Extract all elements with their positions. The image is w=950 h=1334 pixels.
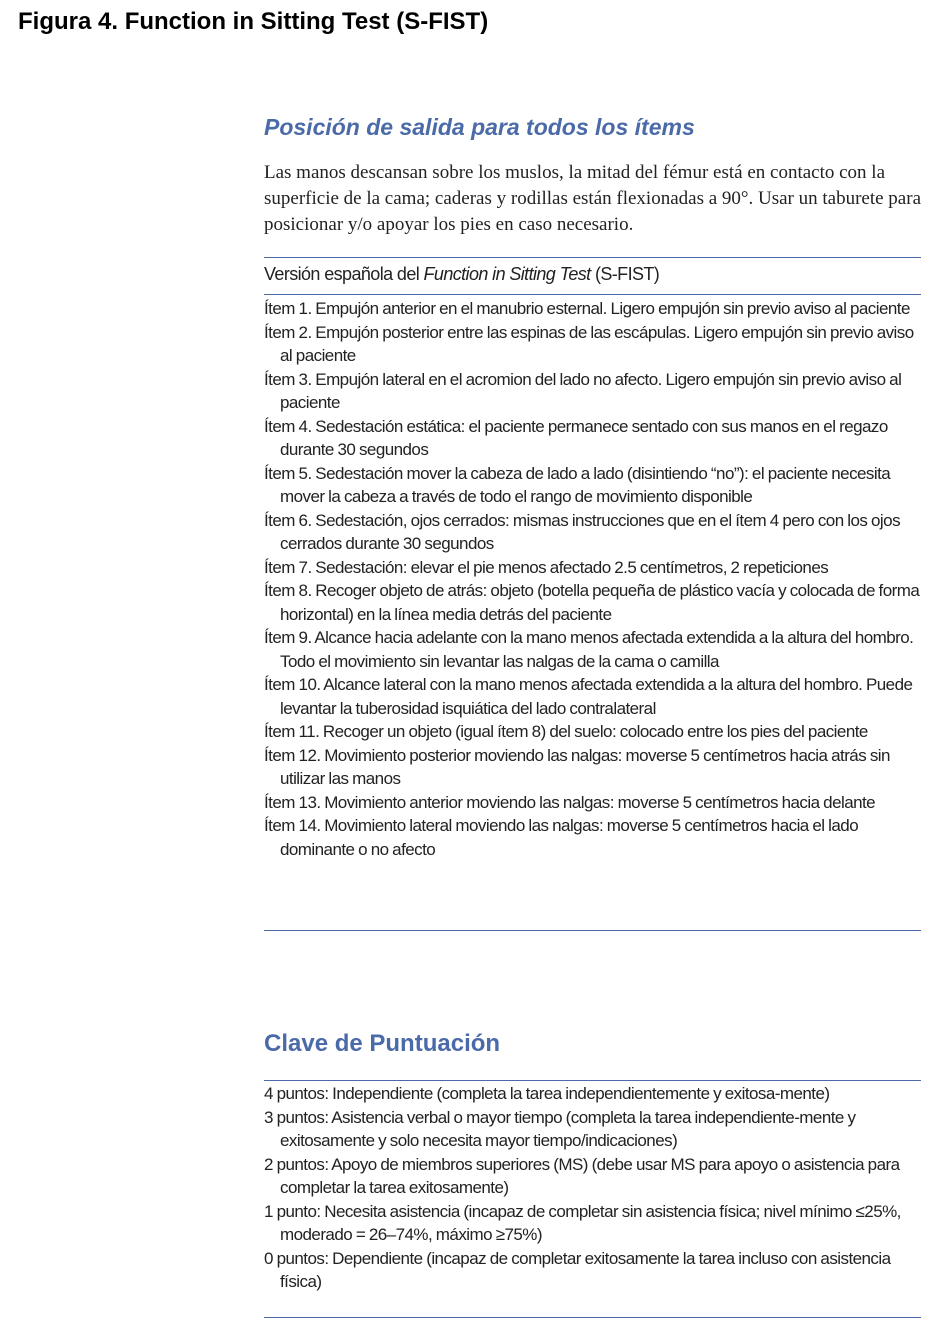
scoring-heading: Clave de Puntuación	[264, 1030, 501, 1057]
list-item: Ítem 3. Empujón lateral en el acromion del lado no afecto. Ligero empujón sin previo aviso al paciente	[264, 369, 902, 412]
list-item: Ítem 6. Sedestación, ojos cerrados: mismas instrucciones que en el ítem 4 pero con los ojos cerrados durante 30 segundos	[264, 510, 901, 553]
list-item: Ítem 14. Movimiento lateral moviendo las nalgas: moverse 5 centímetros hacia el lado dominante o no afecto	[264, 816, 859, 859]
list-item: Ítem 7. Sedestación: elevar el pie menos afectado 2.5 centímetros, 2 repeticiones	[264, 557, 829, 577]
list-item: 4 puntos: Independiente (completa la tarea independientemente y exitosa-mente)	[264, 1084, 830, 1103]
list-item: Ítem 8. Recoger objeto de atrás: objeto (botella pequeña de plástico vacía y colocada de forma horizontal) en la línea media detrás del paciente	[264, 581, 920, 624]
item-list	[264, 297, 924, 861]
table-bottom-rule	[264, 930, 921, 931]
list-item: Ítem 9. Alcance hacia adelante con la mano menos afectada extendida a la altura del hombro. Todo el movimiento sin levantar las nalgas de la cama o camilla	[264, 628, 914, 671]
list-item: Ítem 4. Sedestación estática: el paciente permanece sentado con sus manos en el regazo durante 30 segundos	[264, 416, 888, 459]
figure-title: Figura 4. Function in Sitting Test (S-FIST)	[18, 8, 489, 35]
list-item: Ítem 13. Movimiento anterior moviendo las nalgas: moverse 5 centímetros hacia delante	[264, 792, 876, 812]
scoring-bottom-rule	[264, 1317, 921, 1318]
list-item: Ítem 10. Alcance lateral con la mano menos afectada extendida a la altura del hombro. Puede levantar la tuberosidad isquiática del lado contralateral	[264, 675, 913, 718]
list-item: 3 puntos: Asistencia verbal o mayor tiempo (completa la tarea independiente-mente y exitosamente y solo necesita mayor tiempo/indicaciones)	[264, 1107, 856, 1150]
list-item: 1 punto: Necesita asistencia (incapaz de completar sin asistencia física; nivel mínimo ≤25%, moderado = 26–74%, máximo ≥75%)	[264, 1201, 901, 1244]
table-header-rule	[264, 294, 921, 295]
table-title	[264, 264, 659, 285]
list-item: 0 puntos: Dependiente (incapaz de completar exitosamente la tarea incluso con asistencia física)	[264, 1248, 891, 1291]
list-item: Ítem 1. Empujón anterior en el manubrio esternal. Ligero empujón sin previo aviso al paciente	[264, 299, 910, 318]
table-top-rule	[264, 257, 921, 258]
scoring-list	[264, 1082, 924, 1294]
list-item: Ítem 5. Sedestación mover la cabeza de lado a lado (disintiendo “no”): el paciente necesita mover la cabeza a través de todo el rango de movimiento disponible	[264, 463, 891, 506]
table-title-prefix: Versión española del	[264, 264, 424, 284]
list-item: Ítem 12. Movimiento posterior moviendo las nalgas: moverse 5 centímetros hacia atrás sin utilizar las manos	[264, 745, 890, 788]
list-item: 2 puntos: Apoyo de miembros superiores (MS) (debe usar MS para apoyo o asistencia para completar la tarea exitosamente)	[264, 1154, 900, 1197]
table-title-italic: Function in Sitting Test	[423, 264, 591, 284]
list-item: Ítem 2. Empujón posterior entre las espinas de las escápulas. Ligero empujón sin previo aviso al paciente	[264, 322, 914, 365]
start-position-text: Las manos descansan sobre los muslos, la mitad del fémur está en contacto con la superficie de la cama; caderas y rodillas están flexionadas a 90°. Usar un taburete para posicionar y/o apoyar los pies en caso necesario.	[264, 162, 922, 235]
list-item: Ítem 11. Recoger un objeto (igual ítem 8) del suelo: colocado entre los pies del paciente	[264, 722, 868, 741]
start-position-heading: Posición de salida para todos los ítems	[264, 114, 695, 140]
table-title-suffix: (S-FIST)	[590, 264, 660, 284]
scoring-top-rule	[264, 1080, 921, 1081]
